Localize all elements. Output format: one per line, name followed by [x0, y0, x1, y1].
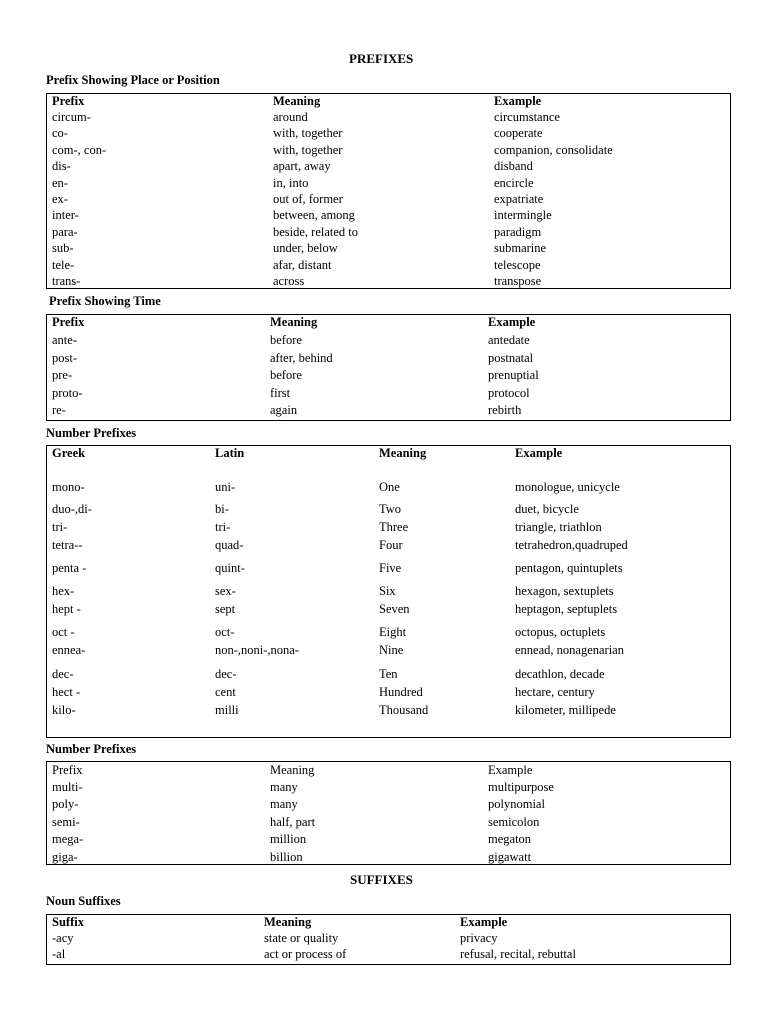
table-cell: billion [270, 850, 303, 864]
table-cell: Ten [379, 667, 398, 681]
table-cell: around [273, 110, 308, 124]
table-cell: tri- [52, 520, 68, 534]
section-title-place: Prefix Showing Place or Position [46, 73, 220, 87]
table-cell: uni- [215, 480, 236, 494]
table-cell: gigawatt [488, 850, 532, 864]
section-title-noun-suffixes: Noun Suffixes [46, 894, 121, 908]
table-cell: expatriate [494, 192, 544, 206]
column-header: Meaning [270, 763, 315, 777]
table-cell: refusal, recital, rebuttal [460, 947, 576, 961]
table-cell: cooperate [494, 126, 543, 140]
table-cell: with, together [273, 143, 343, 157]
table-cell: prenuptial [488, 368, 539, 382]
table-cell: Hundred [379, 685, 423, 699]
table-cell: Eight [379, 625, 407, 639]
table-cell: submarine [494, 241, 547, 255]
table-cell: co- [52, 126, 68, 140]
table-cell: proto- [52, 386, 83, 400]
table-cell: oct- [215, 625, 235, 639]
table-cell: many [270, 797, 298, 811]
table-cell: state or quality [264, 931, 339, 945]
table-cell: Three [379, 520, 409, 534]
table-cell: Thousand [379, 703, 429, 717]
table-cell: in, into [273, 176, 309, 190]
table-cell: hect - [52, 685, 81, 699]
table-cell: apart, away [273, 159, 331, 173]
table-cell: between, among [273, 208, 355, 222]
table-cell: again [270, 403, 298, 417]
column-header: Prefix [52, 94, 85, 108]
table-cell: mega- [52, 832, 84, 846]
table-cell: multi- [52, 780, 83, 794]
table-cell: sept [215, 602, 236, 616]
table-cell: out of, former [273, 192, 343, 206]
column-header: Suffix [52, 915, 84, 929]
table-cell: million [270, 832, 307, 846]
table-cell: ennea- [52, 643, 86, 657]
column-header: Prefix [52, 763, 83, 777]
column-header: Example [460, 915, 508, 929]
table-cell: post- [52, 351, 77, 365]
table-time [46, 314, 731, 421]
column-header: Prefix [52, 315, 85, 329]
column-header: Example [515, 446, 563, 460]
table-cell: ante- [52, 333, 77, 347]
table-cell: kilo- [52, 703, 76, 717]
table-cell: paradigm [494, 225, 542, 239]
table-cell: postnatal [488, 351, 534, 365]
table-cell: hept - [52, 602, 81, 616]
table-cell: many [270, 780, 298, 794]
table-cell: before [270, 333, 302, 347]
table-cell: disband [494, 159, 533, 173]
section-title-number-other: Number Prefixes [46, 742, 137, 756]
table-cell: sub- [52, 241, 74, 255]
table-cell: penta - [52, 561, 87, 575]
table-cell: en- [52, 176, 68, 190]
table-cell: -al [52, 947, 66, 961]
table-cell: oct - [52, 625, 75, 639]
table-cell: telescope [494, 258, 541, 272]
table-cell: heptagon, septuplets [515, 602, 618, 616]
table-cell: tetra-- [52, 538, 83, 552]
table-cell: intermingle [494, 208, 552, 222]
table-cell: beside, related to [273, 225, 359, 239]
table-cell: dis- [52, 159, 71, 173]
table-cell: milli [215, 703, 239, 717]
table-cell: transpose [494, 274, 542, 288]
table-cell: megaton [488, 832, 532, 846]
table-cell: before [270, 368, 302, 382]
table-cell: sex- [215, 584, 236, 598]
column-header: Meaning [273, 94, 321, 108]
table-cell: Five [379, 561, 402, 575]
column-header: Meaning [264, 915, 312, 929]
table-cell: decathlon, decade [515, 667, 605, 681]
table-cell: pre- [52, 368, 73, 382]
table-noun-suffixes [46, 914, 731, 965]
table-cell: hectare, century [515, 685, 595, 699]
table-cell: ennead, nonagenarian [515, 643, 624, 657]
table-cell: Two [379, 502, 402, 516]
table-cell: half, part [270, 815, 316, 829]
table-cell: giga- [52, 850, 78, 864]
table-cell: non-,noni-,nona- [215, 643, 300, 657]
table-cell: re- [52, 403, 66, 417]
table-cell: hexagon, sextuplets [515, 584, 614, 598]
table-cell: circum- [52, 110, 91, 124]
section-title-time: Prefix Showing Time [49, 294, 161, 308]
table-cell: antedate [488, 333, 530, 347]
table-cell: octopus, octuplets [515, 625, 606, 639]
table-cell: -acy [52, 931, 74, 945]
table-cell: tri- [215, 520, 231, 534]
prefixes-title: PREFIXES [349, 51, 414, 66]
column-header: Meaning [379, 446, 427, 460]
table-cell: across [273, 274, 305, 288]
table-cell: semi- [52, 815, 80, 829]
table-cell: after, behind [270, 351, 333, 365]
table-cell: dec- [215, 667, 237, 681]
section-title-number-greek-latin: Number Prefixes [46, 426, 137, 440]
table-cell: companion, consolidate [494, 143, 613, 157]
column-header: Latin [215, 446, 245, 460]
table-cell: act or process of [264, 947, 347, 961]
table-cell: dec- [52, 667, 74, 681]
suffixes-title: SUFFIXES [350, 872, 413, 887]
column-header: Greek [52, 446, 86, 460]
table-cell: tele- [52, 258, 75, 272]
column-header: Meaning [270, 315, 318, 329]
table-cell: rebirth [488, 403, 522, 417]
table-cell: tetrahedron,quadruped [515, 538, 628, 552]
table-cell: One [379, 480, 400, 494]
table-number-other [46, 761, 731, 865]
column-header: Example [494, 94, 542, 108]
table-cell: duet, bicycle [515, 502, 579, 516]
table-cell: multipurpose [488, 780, 554, 794]
table-cell: triangle, triathlon [515, 520, 602, 534]
table-cell: Four [379, 538, 403, 552]
table-cell: quad- [215, 538, 244, 552]
table-cell: cent [215, 685, 236, 699]
table-cell: duo-,di- [52, 502, 92, 516]
table-cell: privacy [460, 931, 498, 945]
table-cell: pentagon, quintuplets [515, 561, 623, 575]
table-cell: kilometer, millipede [515, 703, 616, 717]
column-header: Example [488, 763, 533, 777]
table-cell: Nine [379, 643, 404, 657]
table-cell: trans- [52, 274, 81, 288]
table-cell: first [270, 386, 291, 400]
table-cell: para- [52, 225, 78, 239]
table-cell: ex- [52, 192, 68, 206]
table-cell: hex- [52, 584, 75, 598]
table-cell: poly- [52, 797, 79, 811]
table-cell: afar, distant [273, 258, 332, 272]
table-cell: com-, con- [52, 143, 107, 157]
table-cell: semicolon [488, 815, 540, 829]
table-cell: circumstance [494, 110, 560, 124]
table-cell: Six [379, 584, 396, 598]
table-cell: under, below [273, 241, 338, 255]
column-header: Example [488, 315, 536, 329]
table-cell: quint- [215, 561, 245, 575]
table-cell: with, together [273, 126, 343, 140]
table-cell: polynomial [488, 797, 545, 811]
table-cell: protocol [488, 386, 530, 400]
table-cell: inter- [52, 208, 79, 222]
table-cell: monologue, unicycle [515, 480, 620, 494]
table-cell: mono- [52, 480, 85, 494]
table-place [46, 93, 731, 289]
table-cell: bi- [215, 502, 229, 516]
table-cell: Seven [379, 602, 410, 616]
table-cell: encircle [494, 176, 534, 190]
